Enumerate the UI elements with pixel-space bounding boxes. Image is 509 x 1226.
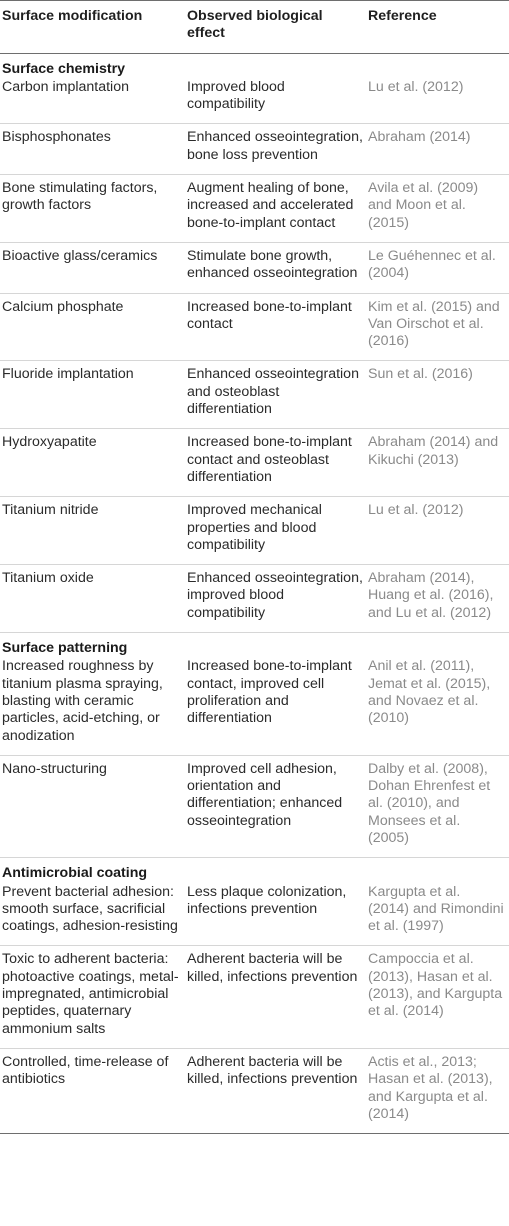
modification-cell: Nano-structuring: [0, 755, 187, 857]
modification-cell: Hydroxyapatite: [0, 429, 187, 497]
reference-cell: Campoccia et al. (2013), Hasan et al. (2013), and Kargupta et al. (2014): [368, 946, 509, 1048]
effect-cell: Less plaque colonization, infections prevention: [187, 883, 368, 946]
header-row: [0, 1, 509, 54]
section-row: [0, 633, 509, 658]
table-row: [0, 175, 509, 243]
effect-cell: Enhanced osseointegration and osteoblast differentiation: [187, 361, 368, 429]
reference-cell: Lu et al. (2012): [368, 497, 509, 565]
section-row: [0, 53, 509, 78]
reference-cell: Avila et al. (2009) and Moon et al. (2015): [368, 175, 509, 243]
modification-cell: Carbon implantation: [0, 78, 187, 124]
modification-cell: Titanium nitride: [0, 497, 187, 565]
reference-cell: Kargupta et al. (2014) and Rimondini et al. (1997): [368, 883, 509, 946]
effect-cell: Enhanced osseointegration, improved blood compatibility: [187, 565, 368, 633]
reference-cell: Lu et al. (2012): [368, 78, 509, 124]
header-observed-effect: Observed biological effect: [187, 1, 368, 54]
modification-cell: Bioactive glass/ceramics: [0, 242, 187, 293]
effect-cell: Improved cell adhesion, orientation and differentiation; enhanced osseointegration: [187, 755, 368, 857]
modification-cell: Bisphosphonates: [0, 124, 187, 175]
table-row: [0, 429, 509, 497]
table-body: [0, 53, 509, 1134]
modification-cell: Controlled, time-release of antibiotics: [0, 1048, 187, 1133]
reference-cell: Kim et al. (2015) and Van Oirschot et al. (2016): [368, 293, 509, 361]
modification-cell: Prevent bacterial adhesion: smooth surface, sacrificial coatings, adhesion-resisting: [0, 883, 187, 946]
table-row: [0, 78, 509, 124]
table-row: [0, 946, 509, 1048]
effect-cell: Enhanced osseointegration, bone loss prevention: [187, 124, 368, 175]
modification-cell: Toxic to adherent bacteria: photoactive coatings, metal-impregnated, antimicrobial peptides, quaternary ammonium salts: [0, 946, 187, 1048]
effect-cell: Stimulate bone growth, enhanced osseointegration: [187, 242, 368, 293]
reference-cell: Le Guéhennec et al. (2004): [368, 242, 509, 293]
reference-cell: Dalby et al. (2008), Dohan Ehrenfest et al. (2010), and Monsees et al. (2005): [368, 755, 509, 857]
section-title: Surface chemistry: [2, 60, 126, 77]
table-row: [0, 124, 509, 175]
table-row: [0, 497, 509, 565]
effect-cell: Increased bone-to-implant contact, improved cell proliferation and differentiation: [187, 657, 368, 755]
reference-cell: Sun et al. (2016): [368, 361, 509, 429]
effect-cell: Augment healing of bone, increased and accelerated bone-to-implant contact: [187, 175, 368, 243]
effect-cell: Improved blood compatibility: [187, 78, 368, 124]
reference-cell: Abraham (2014), Huang et al. (2016), and Lu et al. (2012): [368, 565, 509, 633]
effect-cell: Adherent bacteria will be killed, infections prevention: [187, 1048, 368, 1133]
table-row: [0, 883, 509, 946]
modification-cell: Fluoride implantation: [0, 361, 187, 429]
reference-cell: Actis et al., 2013; Hasan et al. (2013), and Kargupta et al. (2014): [368, 1048, 509, 1133]
table-row: [0, 1048, 509, 1133]
modification-cell: Bone stimulating factors, growth factors: [0, 175, 187, 243]
effect-cell: Improved mechanical properties and blood compatibility: [187, 497, 368, 565]
header-surface-modification: Surface modification: [0, 1, 187, 54]
header-reference: Reference: [368, 1, 509, 54]
effect-cell: Increased bone-to-implant contact: [187, 293, 368, 361]
effect-cell: Increased bone-to-implant contact and osteoblast differentiation: [187, 429, 368, 497]
table-row: [0, 361, 509, 429]
section-row: [0, 858, 509, 883]
section-title: Antimicrobial coating: [2, 865, 148, 882]
reference-cell: Abraham (2014): [368, 124, 509, 175]
section-title: Surface patterning: [2, 640, 128, 657]
table-row: [0, 755, 509, 857]
modification-cell: Titanium oxide: [0, 565, 187, 633]
effect-cell: Adherent bacteria will be killed, infections prevention: [187, 946, 368, 1048]
table-row: [0, 657, 509, 755]
reference-cell: Anil et al. (2011), Jemat et al. (2015), and Novaez et al. (2010): [368, 657, 509, 755]
reference-cell: Abraham (2014) and Kikuchi (2013): [368, 429, 509, 497]
table-row: [0, 242, 509, 293]
table-row: [0, 565, 509, 633]
modification-cell: Calcium phosphate: [0, 293, 187, 361]
table-row: [0, 293, 509, 361]
table-header: [0, 1, 509, 54]
modification-cell: Increased roughness by titanium plasma spraying, blasting with ceramic particles, acid-etching, or anodization: [0, 657, 187, 755]
